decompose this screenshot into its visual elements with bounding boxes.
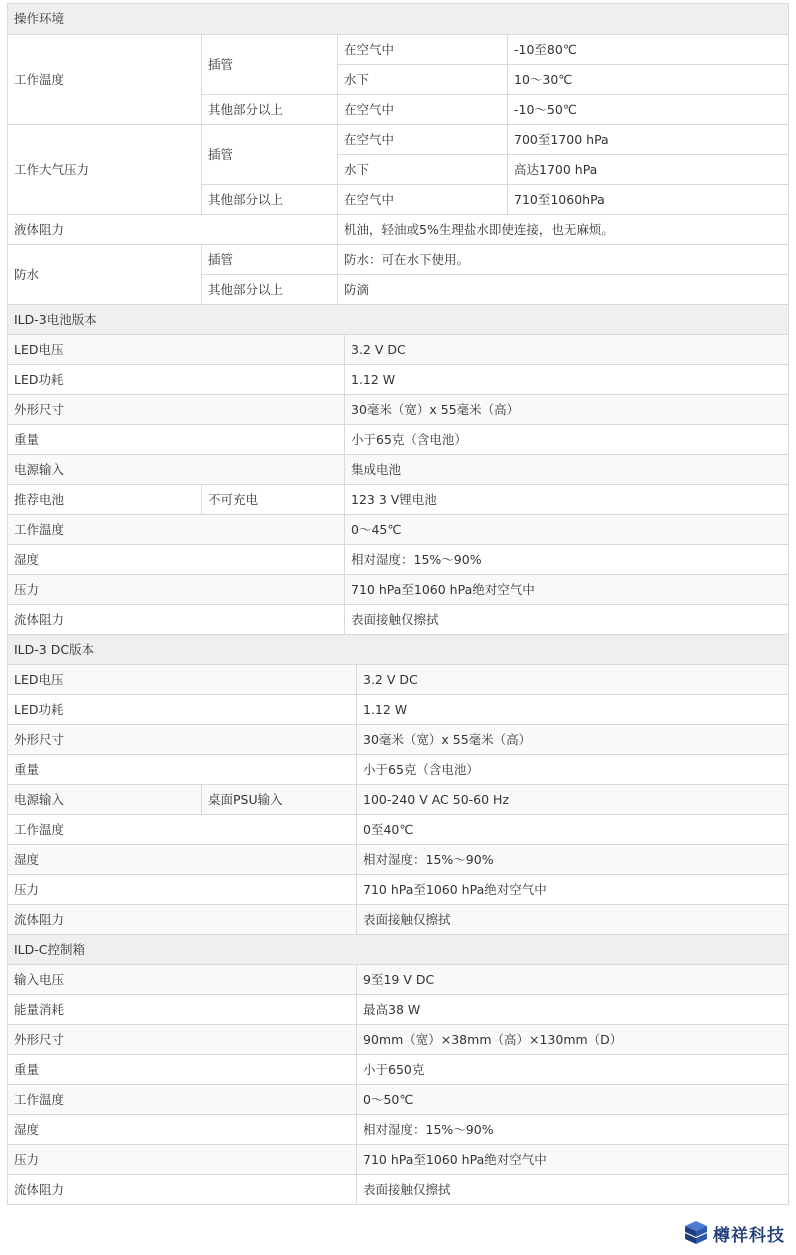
plug-label: 插管 [202, 35, 338, 95]
row-label: 能量消耗 [8, 995, 357, 1025]
table-row [8, 845, 789, 875]
row-value: 相对湿度：15%〜90% [357, 845, 789, 875]
table-row [8, 1085, 789, 1115]
row-value: 0〜45℃ [345, 515, 789, 545]
in-air-label: 在空气中 [338, 125, 508, 155]
table-row [8, 515, 789, 545]
row-label: 电源输入 [8, 785, 202, 815]
row-value: 710 hPa至1060 hPa绝对空气中 [357, 875, 789, 905]
row-label: 压力 [8, 875, 357, 905]
table-row [8, 875, 789, 905]
control-table [7, 934, 789, 1205]
row-value: 710 hPa至1060 hPa绝对空气中 [345, 575, 789, 605]
plug-label: 插管 [202, 125, 338, 185]
press-other-air-value: 710至1060hPa [508, 185, 789, 215]
row-label: 重量 [8, 755, 357, 785]
press-plug-air-value: 700至1700 hPa [508, 125, 789, 155]
table-row [8, 335, 789, 365]
env-table [7, 3, 789, 305]
row-value: 最高38 W [357, 995, 789, 1025]
row-value: 9至19 V DC [357, 965, 789, 995]
row-value: 表面接触仅擦拭 [357, 1175, 789, 1205]
row-label: 重量 [8, 425, 345, 455]
row-label: LED功耗 [8, 695, 357, 725]
row-value: 30毫米（宽）x 55毫米（高） [357, 725, 789, 755]
table-row [8, 425, 789, 455]
row-label: 流体阻力 [8, 905, 357, 935]
table-row [8, 725, 789, 755]
table-row [8, 965, 789, 995]
table-row [8, 815, 789, 845]
temp-plug-water-value: 10〜30℃ [508, 65, 789, 95]
table-row [8, 365, 789, 395]
row-label: 湿度 [8, 545, 345, 575]
row-value: 3.2 V DC [357, 665, 789, 695]
liquid-resist-value: 机油，轻油或5%生理盐水即使连接，也无麻烦。 [338, 215, 789, 245]
row-value: 表面接触仅擦拭 [357, 905, 789, 935]
table-row [8, 1025, 789, 1055]
table-row [8, 785, 789, 815]
table-row [8, 455, 789, 485]
other-parts-label: 其他部分以上 [202, 275, 338, 305]
table-row [8, 755, 789, 785]
row-label: 工作温度 [8, 515, 345, 545]
table-row [8, 1175, 789, 1205]
table-row [8, 545, 789, 575]
row-label: 工作温度 [8, 1085, 357, 1115]
work-temp-label: 工作温度 [8, 35, 202, 125]
in-air-label: 在空气中 [338, 95, 508, 125]
table-row [8, 995, 789, 1025]
row-value: 30毫米（宽）x 55毫米（高） [345, 395, 789, 425]
table-row [8, 485, 789, 515]
waterproof-plug-value: 防水：可在水下使用。 [338, 245, 789, 275]
row-label: 压力 [8, 1145, 357, 1175]
row-value: 相对湿度：15%〜90% [345, 545, 789, 575]
section-header [8, 305, 789, 335]
battery-table [7, 304, 789, 635]
company-logo [680, 1218, 788, 1248]
row-label: 重量 [8, 1055, 357, 1085]
liquid-resist-label: 液体阻力 [8, 215, 338, 245]
row-value: 小于65克（含电池） [357, 755, 789, 785]
row-value: 1.12 W [357, 695, 789, 725]
logo-text: 樽祥科技 [713, 1225, 785, 1246]
other-parts-label: 其他部分以上 [202, 95, 338, 125]
other-parts-label: 其他部分以上 [202, 185, 338, 215]
section-header [8, 635, 789, 665]
in-air-label: 在空气中 [338, 35, 508, 65]
row-value: 123 3 V锂电池 [345, 485, 789, 515]
row-label: 湿度 [8, 1115, 357, 1145]
row-label: 压力 [8, 575, 345, 605]
row-sublabel: 不可充电 [202, 485, 345, 515]
row-value: 表面接触仅擦拭 [345, 605, 789, 635]
row-label: 工作温度 [8, 815, 357, 845]
row-label: 湿度 [8, 845, 357, 875]
row-value: 710 hPa至1060 hPa绝对空气中 [357, 1145, 789, 1175]
spec-sheet [7, 3, 788, 1205]
table-row [8, 1145, 789, 1175]
section-title-env: 操作环境 [8, 4, 789, 35]
table-row [8, 1055, 789, 1085]
work-pressure-label: 工作大气压力 [8, 125, 202, 215]
table-row [8, 575, 789, 605]
press-plug-water-value: 高达1700 hPa [508, 155, 789, 185]
row-value: 集成电池 [345, 455, 789, 485]
underwater-label: 水下 [338, 65, 508, 95]
table-row [8, 605, 789, 635]
underwater-label: 水下 [338, 155, 508, 185]
row-value: 相对湿度：15%〜90% [357, 1115, 789, 1145]
row-value: 小于650克 [357, 1055, 789, 1085]
row-value: 0至40℃ [357, 815, 789, 845]
row-value: 0〜50℃ [357, 1085, 789, 1115]
waterproof-label: 防水 [8, 245, 202, 305]
row-value: 3.2 V DC [345, 335, 789, 365]
row-label: 输入电压 [8, 965, 357, 995]
table-row [8, 665, 789, 695]
temp-plug-air-value: -10至80℃ [508, 35, 789, 65]
row-label: 流体阻力 [8, 1175, 357, 1205]
waterproof-other-value: 防滴 [338, 275, 789, 305]
row-label: 外形尺寸 [8, 395, 345, 425]
row-value: 100-240 V AC 50-60 Hz [357, 785, 789, 815]
section-title: ILD-3 DC版本 [8, 635, 789, 665]
row-value: 1.12 W [345, 365, 789, 395]
plug-label: 插管 [202, 245, 338, 275]
row-label: LED电压 [8, 665, 357, 695]
table-row [8, 395, 789, 425]
table-row [8, 1115, 789, 1145]
in-air-label: 在空气中 [338, 185, 508, 215]
temp-other-air-value: -10〜50℃ [508, 95, 789, 125]
dc-table [7, 634, 789, 935]
row-label: 电源输入 [8, 455, 345, 485]
row-label: LED电压 [8, 335, 345, 365]
section-title: ILD-C控制箱 [8, 935, 789, 965]
section-title: ILD-3电池版本 [8, 305, 789, 335]
row-label: LED功耗 [8, 365, 345, 395]
row-value: 90mm（宽）×38mm（高）×130mm（D） [357, 1025, 789, 1055]
table-row [8, 695, 789, 725]
table-row [8, 905, 789, 935]
row-label: 流体阻力 [8, 605, 345, 635]
row-sublabel: 桌面PSU输入 [202, 785, 357, 815]
section-header [8, 935, 789, 965]
cube-stack-icon [683, 1220, 709, 1246]
row-label: 外形尺寸 [8, 725, 357, 755]
row-label: 推荐电池 [8, 485, 202, 515]
row-value: 小于65克（含电池） [345, 425, 789, 455]
row-label: 外形尺寸 [8, 1025, 357, 1055]
